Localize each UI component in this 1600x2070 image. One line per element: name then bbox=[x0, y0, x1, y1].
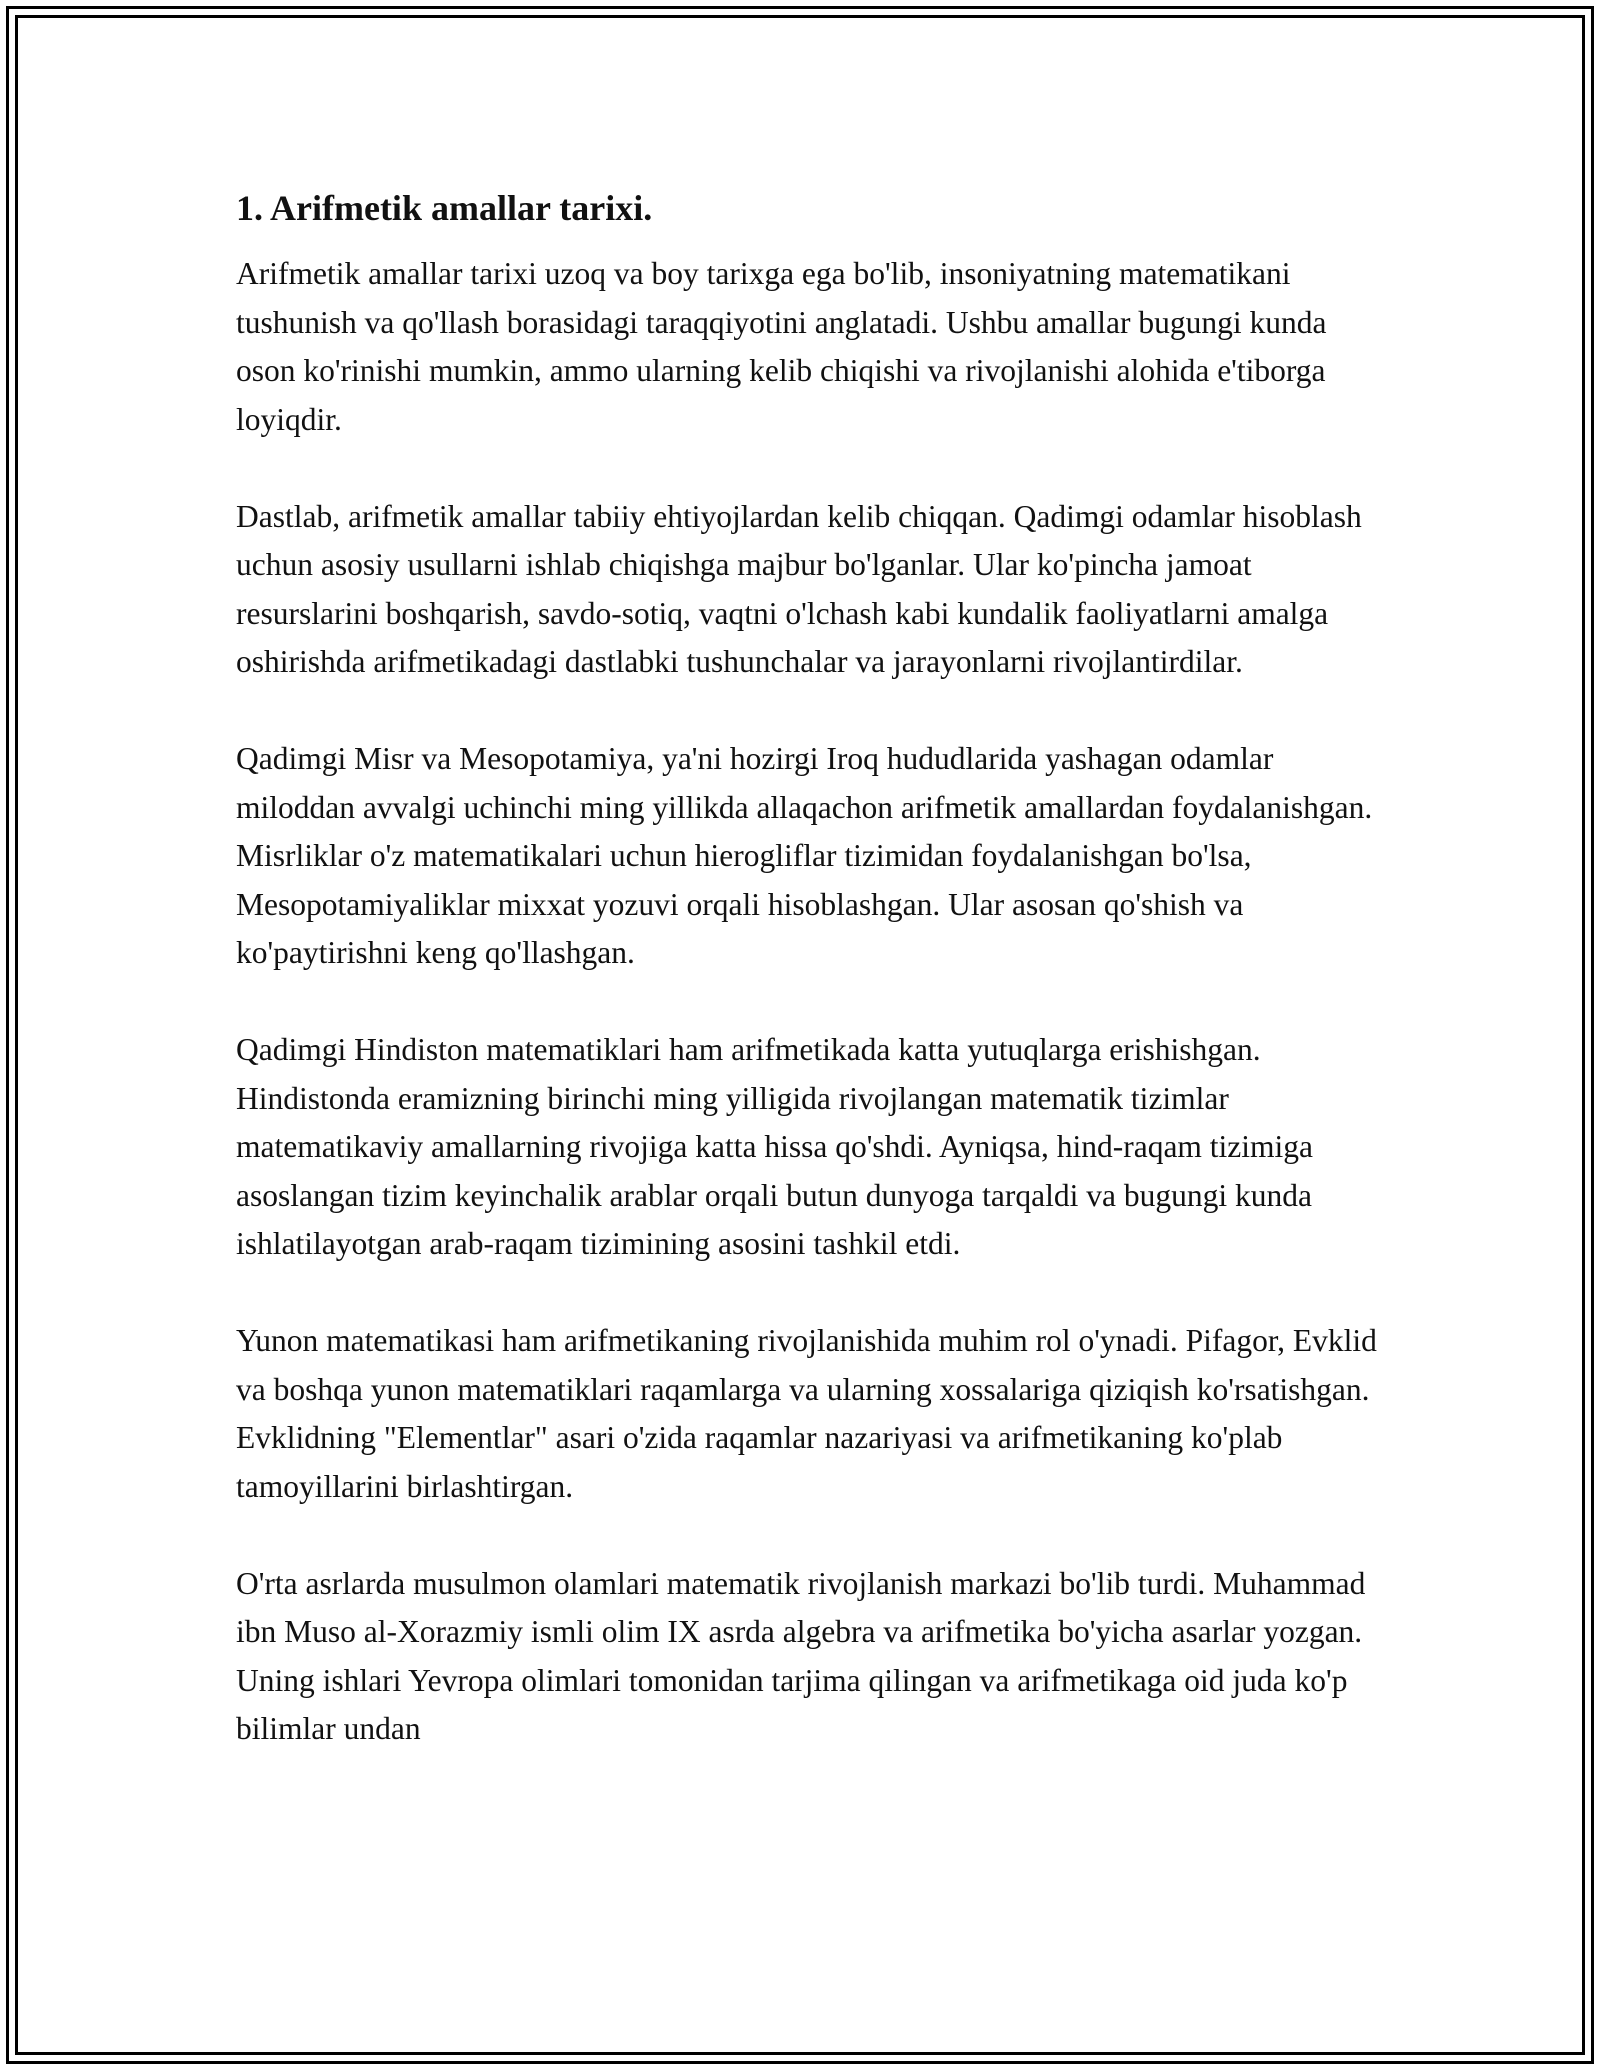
paragraph-1: Arifmetik amallar tarixi uzoq va boy tarixga ega bo'lib, insoniyatning matematikani tushunish va qo'llash borasidagi taraqqiyotini anglatadi. Ushbu amallar bugungi kunda oson ko'rinishi mumkin, ammo ularning kelib chiqishi va rivojlanishi alohida e'tiborga loyiqdir. bbox=[236, 256, 1327, 437]
paragraph-5: Yunon matematikasi ham arifmetikaning rivojlanishida muhim rol o'ynadi. Pifagor, Evklid va boshqa yunon matematiklari raqamlarga va ularning xossalariga qiziqish ko'rsatishgan. Evklidning "Elementlar" asari o'zida raqamlar nazariyasi va arifmetikaning ko'plab tamoyillarini birlashtirgan. bbox=[236, 1323, 1377, 1504]
paragraph-2: Dastlab, arifmetik amallar tabiiy ehtiyojlardan kelib chiqqan. Qadimgi odamlar hisoblash uchun asosiy usullarni ishlab chiqishga majbur bo'lganlar. Ular ko'pincha jamoat resurslarini boshqarish, savdo-sotiq, vaqtni o'lchash kabi kundalik faoliyatlarni amalga oshirishda arifmetikadagi dastlabki tushunchalar va jarayonlarni rivojlantirdilar. bbox=[236, 498, 1362, 679]
paragraph-6: O'rta asrlarda musulmon olamlari matematik rivojlanish markazi bo'lib turdi. Muhammad ibn Muso al-Xorazmiy ismli olim IX asrda algebra va arifmetika bo'yicha asarlar yozgan. Uning ishlari Yevropa olimlari tomonidan tarjima qilingan va arifmetikaga oid juda ko'p bilimlar undan bbox=[236, 1565, 1366, 1746]
paragraph-4: Qadimgi Hindiston matematiklari ham arifmetikada katta yutuqlarga erishishgan. Hindistonda eramizning birinchi ming yilligida rivojlangan matematik tizimlar matematikaviy amallarning rivojiga katta hissa qo'shdi. Ayniqsa, hind-raqam tizimiga asoslangan tizim keyinchalik arablar orqali butun dunyoga tarqaldi va bugungi kunda ishlatilayotgan arab-raqam tizimining asosini tashkil etdi. bbox=[236, 1032, 1314, 1261]
section-heading: 1. Arifmetik amallar tarixi. bbox=[236, 188, 653, 228]
document-body bbox=[236, 186, 1386, 1802]
paragraph-3: Qadimgi Misr va Mesopotamiya, ya'ni hozirgi Iroq hududlarida yashagan odamlar miloddan avvalgi uchinchi ming yillikda allaqachon arifmetik amallardan foydalanishgan. Misrliklar o'z matematikalari uchun hierogliflar tizimidan foydalanishgan bo'lsa, Mesopotamiyaliklar mixxat yozuvi orqali hisoblashgan. Ular asosan qo'shish va ko'paytirishni keng qo'llashgan. bbox=[236, 741, 1373, 970]
